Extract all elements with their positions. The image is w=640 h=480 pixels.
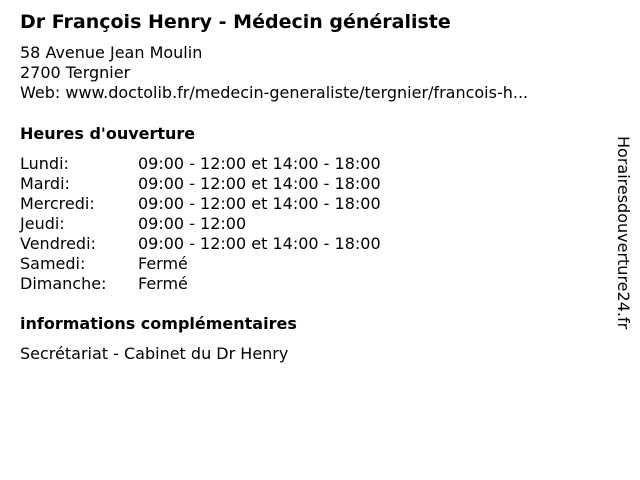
hours-row-saturday <box>20 254 381 274</box>
day-label: Lundi: <box>20 154 69 173</box>
hours-value: 09:00 - 12:00 et 14:00 - 18:00 <box>138 174 381 193</box>
day-label: Samedi: <box>20 254 86 273</box>
hours-value: 09:00 - 12:00 et 14:00 - 18:00 <box>138 194 381 213</box>
hours-row-thursday <box>20 214 381 234</box>
hours-row-tuesday <box>20 174 381 194</box>
hours-row-wednesday <box>20 194 381 214</box>
address-street: 58 Avenue Jean Moulin <box>20 43 203 62</box>
day-label: Vendredi: <box>20 234 96 253</box>
hours-value: Fermé <box>138 274 188 293</box>
address-block <box>20 43 528 103</box>
day-label: Mardi: <box>20 174 70 193</box>
site-watermark: Horairesdouverture24.fr <box>614 136 633 330</box>
hours-value: 09:00 - 12:00 et 14:00 - 18:00 <box>138 234 381 253</box>
hours-row-friday <box>20 234 381 254</box>
hours-value: 09:00 - 12:00 <box>138 214 247 233</box>
day-label: Mercredi: <box>20 194 95 213</box>
additional-info-text: Secrétariat - Cabinet du Dr Henry <box>20 344 289 363</box>
day-label: Jeudi: <box>20 214 65 233</box>
hours-value: Fermé <box>138 254 188 273</box>
hours-row-sunday <box>20 274 381 294</box>
additional-info-heading: informations complémentaires <box>20 314 297 333</box>
page-title: Dr François Henry - Médecin généraliste <box>20 11 451 33</box>
address-city: 2700 Tergnier <box>20 63 131 82</box>
opening-hours-table <box>20 154 381 294</box>
hours-value: 09:00 - 12:00 et 14:00 - 18:00 <box>138 154 381 173</box>
hours-row-monday <box>20 154 381 174</box>
website-link[interactable]: Web: www.doctolib.fr/medecin-generaliste/tergnier/francois-h... <box>20 83 529 102</box>
opening-hours-heading: Heures d'ouverture <box>20 124 196 143</box>
day-label: Dimanche: <box>20 274 107 293</box>
